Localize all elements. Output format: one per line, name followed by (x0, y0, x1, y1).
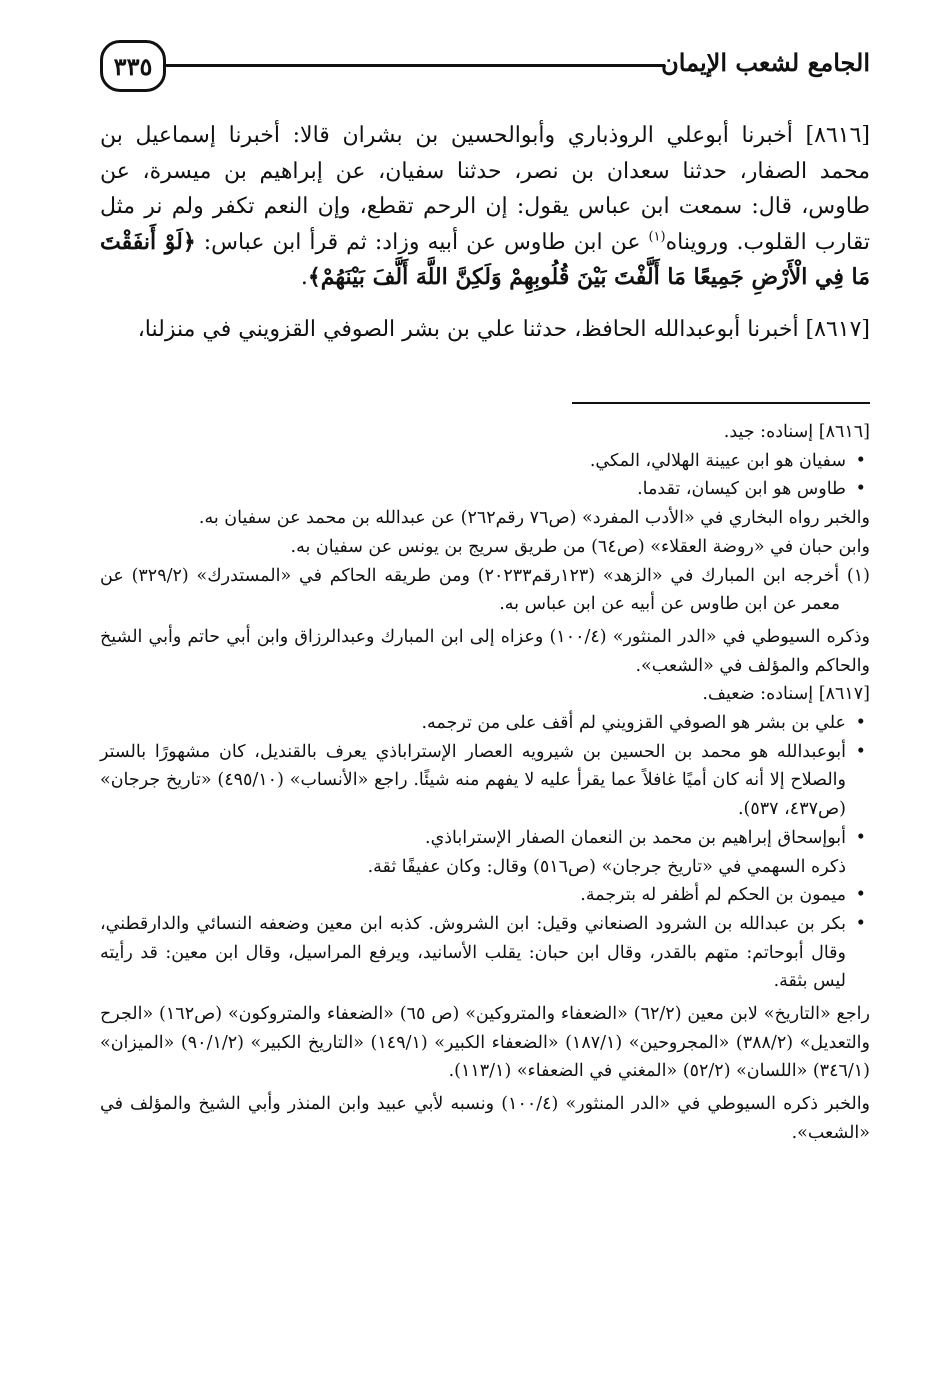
note-paragraph: والخبر ذكره السيوطي في «الدر المنثور» (١٠٠/٤) ونسبه لأبي عبيد وابن المنذر وأبي الشيخ والمؤلف في «الشعب». (100, 1094, 871, 1143)
hadith-8616-text-cont: عن ابن طاوس عن أبيه وزاد: ثم قرأ ابن عباس: (203, 229, 649, 255)
page-number: ٣٣٥ (100, 40, 166, 92)
footnote-separator (572, 402, 870, 404)
note-paragraph: وذكره السيوطي في «الدر المنثور» (١٠٠/٤) وعزاه إلى ابن المبارك وعبدالرزاق وابن أبي حاتم وأبي الشيخ والحاكم والمؤلف في «الشعب». (100, 626, 870, 676)
note-bullet: • أبوعبدالله هو محمد بن الحسين بن شيرويه العصار الإستراباذي يعرف بالقنديل، كان مشهورًا بالستر والصلاح إلا أنه كان أميًا غافلاً عما يقرأ عليه لا يفهم منه شيئًا. راجع «الأنساب» (٤٩٥/١٠) «تاريخ جرجان» (ص٤٣٧، ٥٣٧). (100, 738, 870, 824)
footnote-1: (١) أخرجه ابن المبارك في «الزهد» (١٢٣رقم٢٠٢٣٣) ومن طريقه الحاكم في «المستدرك» (٣٢٩/٢) عن معمر عن ابن طاوس عن أبيه عن ابن عباس به. (100, 565, 870, 615)
hadith-8616 (100, 118, 870, 296)
hadith-8617: [٨٦١٧] أخبرنا أبوعبدالله الحافظ، حدثنا علي بن بشر الصوفي القزويني في منزلنا، (137, 316, 870, 342)
note-paragraph: ذكره السهمي في «تاريخ جرجان» (ص٥١٦) وقال: وكان عفيفًا ثقة. (367, 856, 846, 877)
running-title: الجامع لشعب الإيمان (661, 48, 870, 77)
note-bullet: • علي بن بشر هو الصوفي القزويني لم أقف على من ترجمه. (100, 709, 870, 738)
hadith-8616-text: [٨٦١٦] أخبرنا أبوعلي الروذباري وأبوالحسين بن بشران قالا: أخبرنا إسماعيل بن محمد الصفار، حدثنا سعدان بن نصر، حدثنا سفيان، عن إبراهيم بن ميسرة، عن طاوس، قال: سمعت ابن عباس يقول: إن الرحم تقطع، وإن النعم تكفر ولم نر مثل تقارب القلوب. ورويناه (100, 123, 871, 255)
page-header (100, 40, 870, 96)
note-references: راجع «التاريخ» لابن معين (٦٢/٢) «الضعفاء والمتروكين» (ص ٦٥) «الضعفاء والمتروكون» (ص١٦٢) «الجرح والتعديل» (٣٨٨/٢) «المجروحين» (١٨٧/١) «الضعفاء الكبير» (١٤٩/١) «التاريخ الكبير» (٩٠/١/٢) «الميزان» (٣٤٦/١) «اللسان» (٥٢/٢) «المغني في الضعفاء» (١١٣/١). (100, 1004, 870, 1082)
footnotes (100, 418, 870, 1148)
note-bullet: • سفيان هو ابن عيينة الهلالي، المكي. (100, 447, 870, 476)
note-bullet: • طاوس هو ابن كيسان، تقدما. (100, 475, 870, 504)
quran-verse: ﴿لَوْ أَنفَقْتَ مَا فِي الْأَرْضِ جَمِيعًا مَا أَلَّفْتَ بَيْنَ قُلُوبِهِمْ وَلَكِنَّ اللَّهَ أَلَّفَ بَيْنَهُمْ﴾ (100, 228, 870, 290)
note-8616-heading: [٨٦١٦] إسناده: جيد. (723, 422, 870, 442)
main-text (100, 118, 870, 347)
verse-end: . (300, 265, 308, 290)
header-rule (166, 64, 665, 67)
note-paragraph: والخبر رواه البخاري في «الأدب المفرد» (ص٧٦ رقم٢٦٢) عن عبدالله بن محمد عن سفيان به. (198, 508, 870, 529)
note-bullet: • ميمون بن الحكم لم أظفر له بترجمة. (100, 881, 870, 910)
note-8617-heading: [٨٦١٧] إسناده: ضعيف. (702, 684, 870, 705)
note-bullet: • أبوإسحاق إبراهيم بن محمد بن النعمان الصفار الإستراباذي. (100, 824, 870, 853)
footnote-ref-1: (١) (648, 229, 666, 245)
note-bullet: • بكر بن عبدالله بن الشرود الصنعاني وقيل: ابن الشروش. كذبه ابن معين وضعفه النسائي والدارقطني، وقال أبوحاتم: متهم بالقدر، وقال ابن حبان: يقلب الأسانيد، ويرفع المراسيل، وقال ابن معين: قد رأيته ليس بثقة. (100, 910, 870, 996)
note-paragraph: وابن حبان في «روضة العقلاء» (ص٦٤) من طريق سريج بن يونس عن سفيان به. (290, 536, 870, 557)
